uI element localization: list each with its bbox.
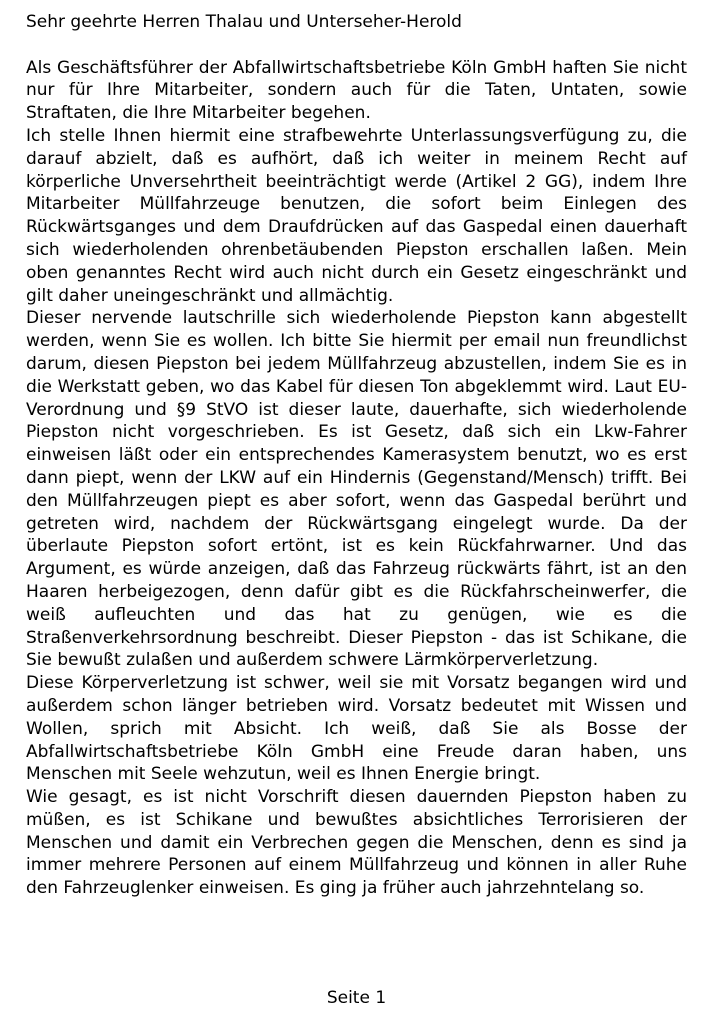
salutation: Sehr geehrte Herren Thalau und Unterseher-Herold	[26, 12, 462, 32]
letter-page	[26, 11, 687, 900]
paragraph-conclusion: Wie gesagt, es ist nicht Vorschrift diesen dauernden Piepston haben zu müßen, es ist Schikane und bewußtes absichtliches Terrorisieren der Menschen und damit ein Verbrechen gegen die Menschen, denn es sind ja immer mehrere Personen auf einem Müllfahrzeug und können in aller Ruhe den Fahrzeuglenker einweisen. Es ging ja früher auch jahrzehntelang so.	[26, 787, 687, 899]
paragraph-beep-request: Dieser nervende lautschrille sich wiederholende Piepston kann abgestellt werden, wenn Sie es wollen. Ich bitte Sie hiermit per email nun freundlichst darum, diesen Piepston bei jedem Müllfahrzeug abzustellen, indem Sie es in die Werkstatt geben, wo das Kabel für diesen Ton abgeklemmt wird. Laut EU-Verordnung und §9 StVO ist dieser laute, dauerhafte, sich wiederholende Piepston nicht vorgeschrieben. Es ist Gesetz, daß sich ein Lkw-Fahrer einweisen läßt oder ein entsprechendes Kamerasystem benutzt, wo es erst dann piept, wenn der LKW auf ein Hindernis (Gegenstand/Mensch) trifft. Bei den Müllfahrzeugen piept es aber sofort, wenn das Gaspedal berührt und getreten wird, nachdem der Rückwärtsgang eingelegt wurde. Da der überlaute Piepston sofort ertönt, ist es kein Rückfahrwarner. Und das Argument, es würde anzeigen, daß das Fahrzeug rückwärts fährt, ist an den Haaren herbeigezogen, denn dafür gibt es die Rückfahrscheinwerfer, die weiß aufleuchten und das hat zu genügen, wie es die Straßenverkehrsordnung beschreibt. Dieser Piepston - das ist Schikane, die Sie bewußt zulaßen und außerdem schwere Lärmkörperverletzung.	[26, 308, 687, 671]
paragraph-liability: Als Geschäftsführer der Abfallwirtschaftsbetriebe Köln GmbH haften Sie nicht nur für Ihre Mitarbeiter, sondern auch für die Taten, Untaten, sowie Straftaten, die Ihre Mitarbeiter begehen.	[26, 57, 687, 124]
paragraph-bodily-harm: Diese Körperverletzung ist schwer, weil sie mit Vorsatz begangen wird und außerdem schon länger betrieben wird. Vorsatz bedeutet mit Wissen und Wollen, sprich mit Absicht. Ich weiß, daß Sie als Bosse der Abfallwirtschaftsbetriebe Köln GmbH eine Freude daran haben, uns Menschen mit Seele wehzutun, weil es Ihnen Energie bringt.	[26, 673, 687, 785]
page-number: Seite 1	[326, 988, 387, 1008]
paragraph-injunction: Ich stelle Ihnen hiermit eine strafbewehrte Unterlassungsverfügung zu, die darauf abzielt, daß es aufhört, daß ich weiter in meinem Recht auf körperliche Unversehrtheit beeinträchtigt werde (Artikel 2 GG), indem Ihre Mitarbeiter Müllfahrzeuge benutzen, die sofort beim Einlegen des Rückwärtsganges und dem Draufdrücken auf das Gaspedal einen dauerhaft sich wiederholenden ohrenbetäubenden Piepston erschallen laßen. Mein oben genanntes Recht wird auch nicht durch ein Gesetz eingeschränkt und gilt daher uneingeschränkt und allmächtig.	[26, 125, 687, 306]
